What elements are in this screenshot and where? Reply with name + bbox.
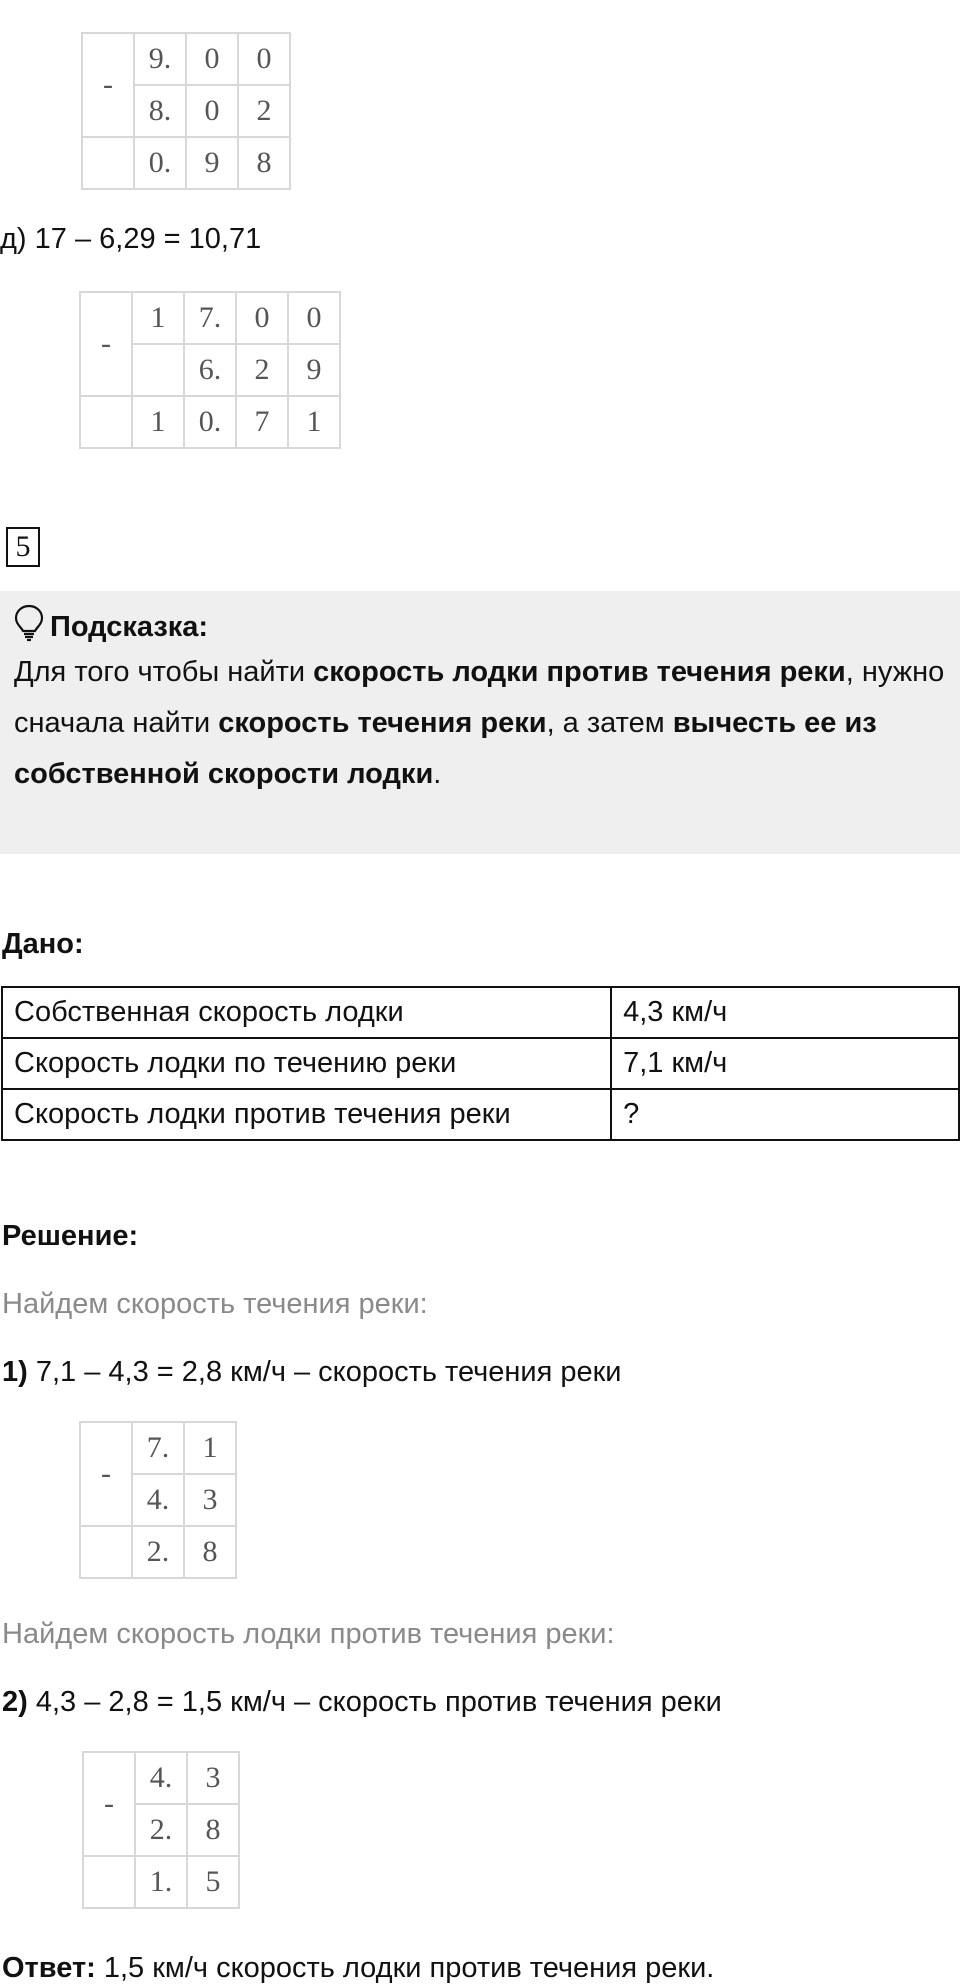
digit-cell: 2: [236, 344, 288, 396]
given-title: Дано:: [2, 928, 84, 960]
step1-equation: [2, 1354, 622, 1390]
hint-text: [14, 647, 949, 800]
digit-cell: 9.: [134, 33, 186, 85]
column-subtraction-1: [79, 1421, 237, 1579]
result-cell: 1.: [135, 1856, 187, 1908]
result-cell: 0.: [184, 396, 236, 448]
digit-cell: [132, 344, 184, 396]
result-cell: 9: [186, 137, 238, 189]
digit-cell: 0: [186, 33, 238, 85]
lightbulb-icon: [14, 604, 44, 642]
hint-text-part: .: [433, 758, 442, 790]
digit-cell: 2.: [135, 1804, 187, 1856]
given-value: 4,3 км/ч: [611, 987, 959, 1038]
digit-cell: 3: [184, 1474, 236, 1526]
digit-cell: 8: [187, 1804, 239, 1856]
solution-title: Решение:: [2, 1220, 139, 1252]
digit-cell: 8.: [134, 85, 186, 137]
hint-header: [14, 604, 208, 645]
result-cell: 5: [187, 1856, 239, 1908]
column-subtraction-d: [79, 291, 341, 449]
result-cell: 2.: [132, 1526, 184, 1578]
answer-text: 1,5 км/ч скорость лодки против течения реки.: [95, 1952, 715, 1984]
step2-equation: [2, 1684, 722, 1720]
given-label: Собственная скорость лодки: [2, 987, 611, 1038]
step2-number: 2): [2, 1686, 28, 1718]
digit-cell: 4.: [132, 1474, 184, 1526]
answer: [2, 1950, 714, 1986]
table-row: [2, 1089, 959, 1140]
digit-cell: 1: [132, 292, 184, 344]
digit-cell: 0: [236, 292, 288, 344]
table-row: [2, 987, 959, 1038]
task-number: 5: [6, 527, 40, 567]
result-cell: 1: [132, 396, 184, 448]
table-row: [2, 1038, 959, 1089]
step2-text: 4,3 – 2,8 = 1,5 км/ч – скорость против течения реки: [27, 1686, 722, 1718]
digit-cell: 7.: [132, 1422, 184, 1474]
digit-cell: 0: [186, 85, 238, 137]
result-cell: 8: [238, 137, 290, 189]
digit-cell: 7.: [184, 292, 236, 344]
step2-note: Найдем скорость лодки против течения реки:: [2, 1618, 615, 1650]
minus-sign: -: [83, 1752, 135, 1856]
hint-box: [0, 591, 960, 854]
hint-text-part: , нужно сначала найти: [14, 656, 945, 739]
column-subtraction-2: [82, 1751, 240, 1909]
empty-cell: [80, 1526, 132, 1578]
digit-cell: 0: [288, 292, 340, 344]
digit-cell: 9: [288, 344, 340, 396]
hint-bold-part: скорость течения реки: [218, 707, 547, 739]
hint-bold-part: скорость лодки против течения реки: [313, 656, 846, 688]
hint-bold-part: вычесть ее из собственной скорости лодки: [14, 707, 877, 790]
answer-label: Ответ:: [2, 1952, 96, 1984]
hint-title: Подсказка:: [50, 611, 209, 643]
given-label: Скорость лодки против течения реки: [2, 1089, 611, 1140]
step1-number: 1): [2, 1356, 28, 1388]
empty-cell: [82, 137, 134, 189]
minus-sign: -: [80, 292, 132, 396]
minus-sign: -: [80, 1422, 132, 1526]
hint-text-part: , а затем: [546, 707, 673, 739]
step1-note: Найдем скорость течения реки:: [2, 1288, 428, 1320]
digit-cell: 6.: [184, 344, 236, 396]
digit-cell: 4.: [135, 1752, 187, 1804]
item-d-equation: д) 17 – 6,29 = 10,71: [0, 223, 262, 255]
result-cell: 1: [288, 396, 340, 448]
given-value: 7,1 км/ч: [611, 1038, 959, 1089]
result-cell: 8: [184, 1526, 236, 1578]
result-cell: 7: [236, 396, 288, 448]
given-value: ?: [611, 1089, 959, 1140]
result-cell: 0.: [134, 137, 186, 189]
step1-text: 7,1 – 4,3 = 2,8 км/ч – скорость течения реки: [27, 1356, 622, 1388]
digit-cell: 1: [184, 1422, 236, 1474]
digit-cell: 0: [238, 33, 290, 85]
given-label: Скорость лодки по течению реки: [2, 1038, 611, 1089]
given-table: [1, 986, 960, 1141]
column-subtraction-g: [81, 32, 291, 190]
empty-cell: [80, 396, 132, 448]
hint-text-part: Для того чтобы найти: [14, 656, 314, 688]
digit-cell: 3: [187, 1752, 239, 1804]
empty-cell: [83, 1856, 135, 1908]
digit-cell: 2: [238, 85, 290, 137]
minus-sign: -: [82, 33, 134, 137]
